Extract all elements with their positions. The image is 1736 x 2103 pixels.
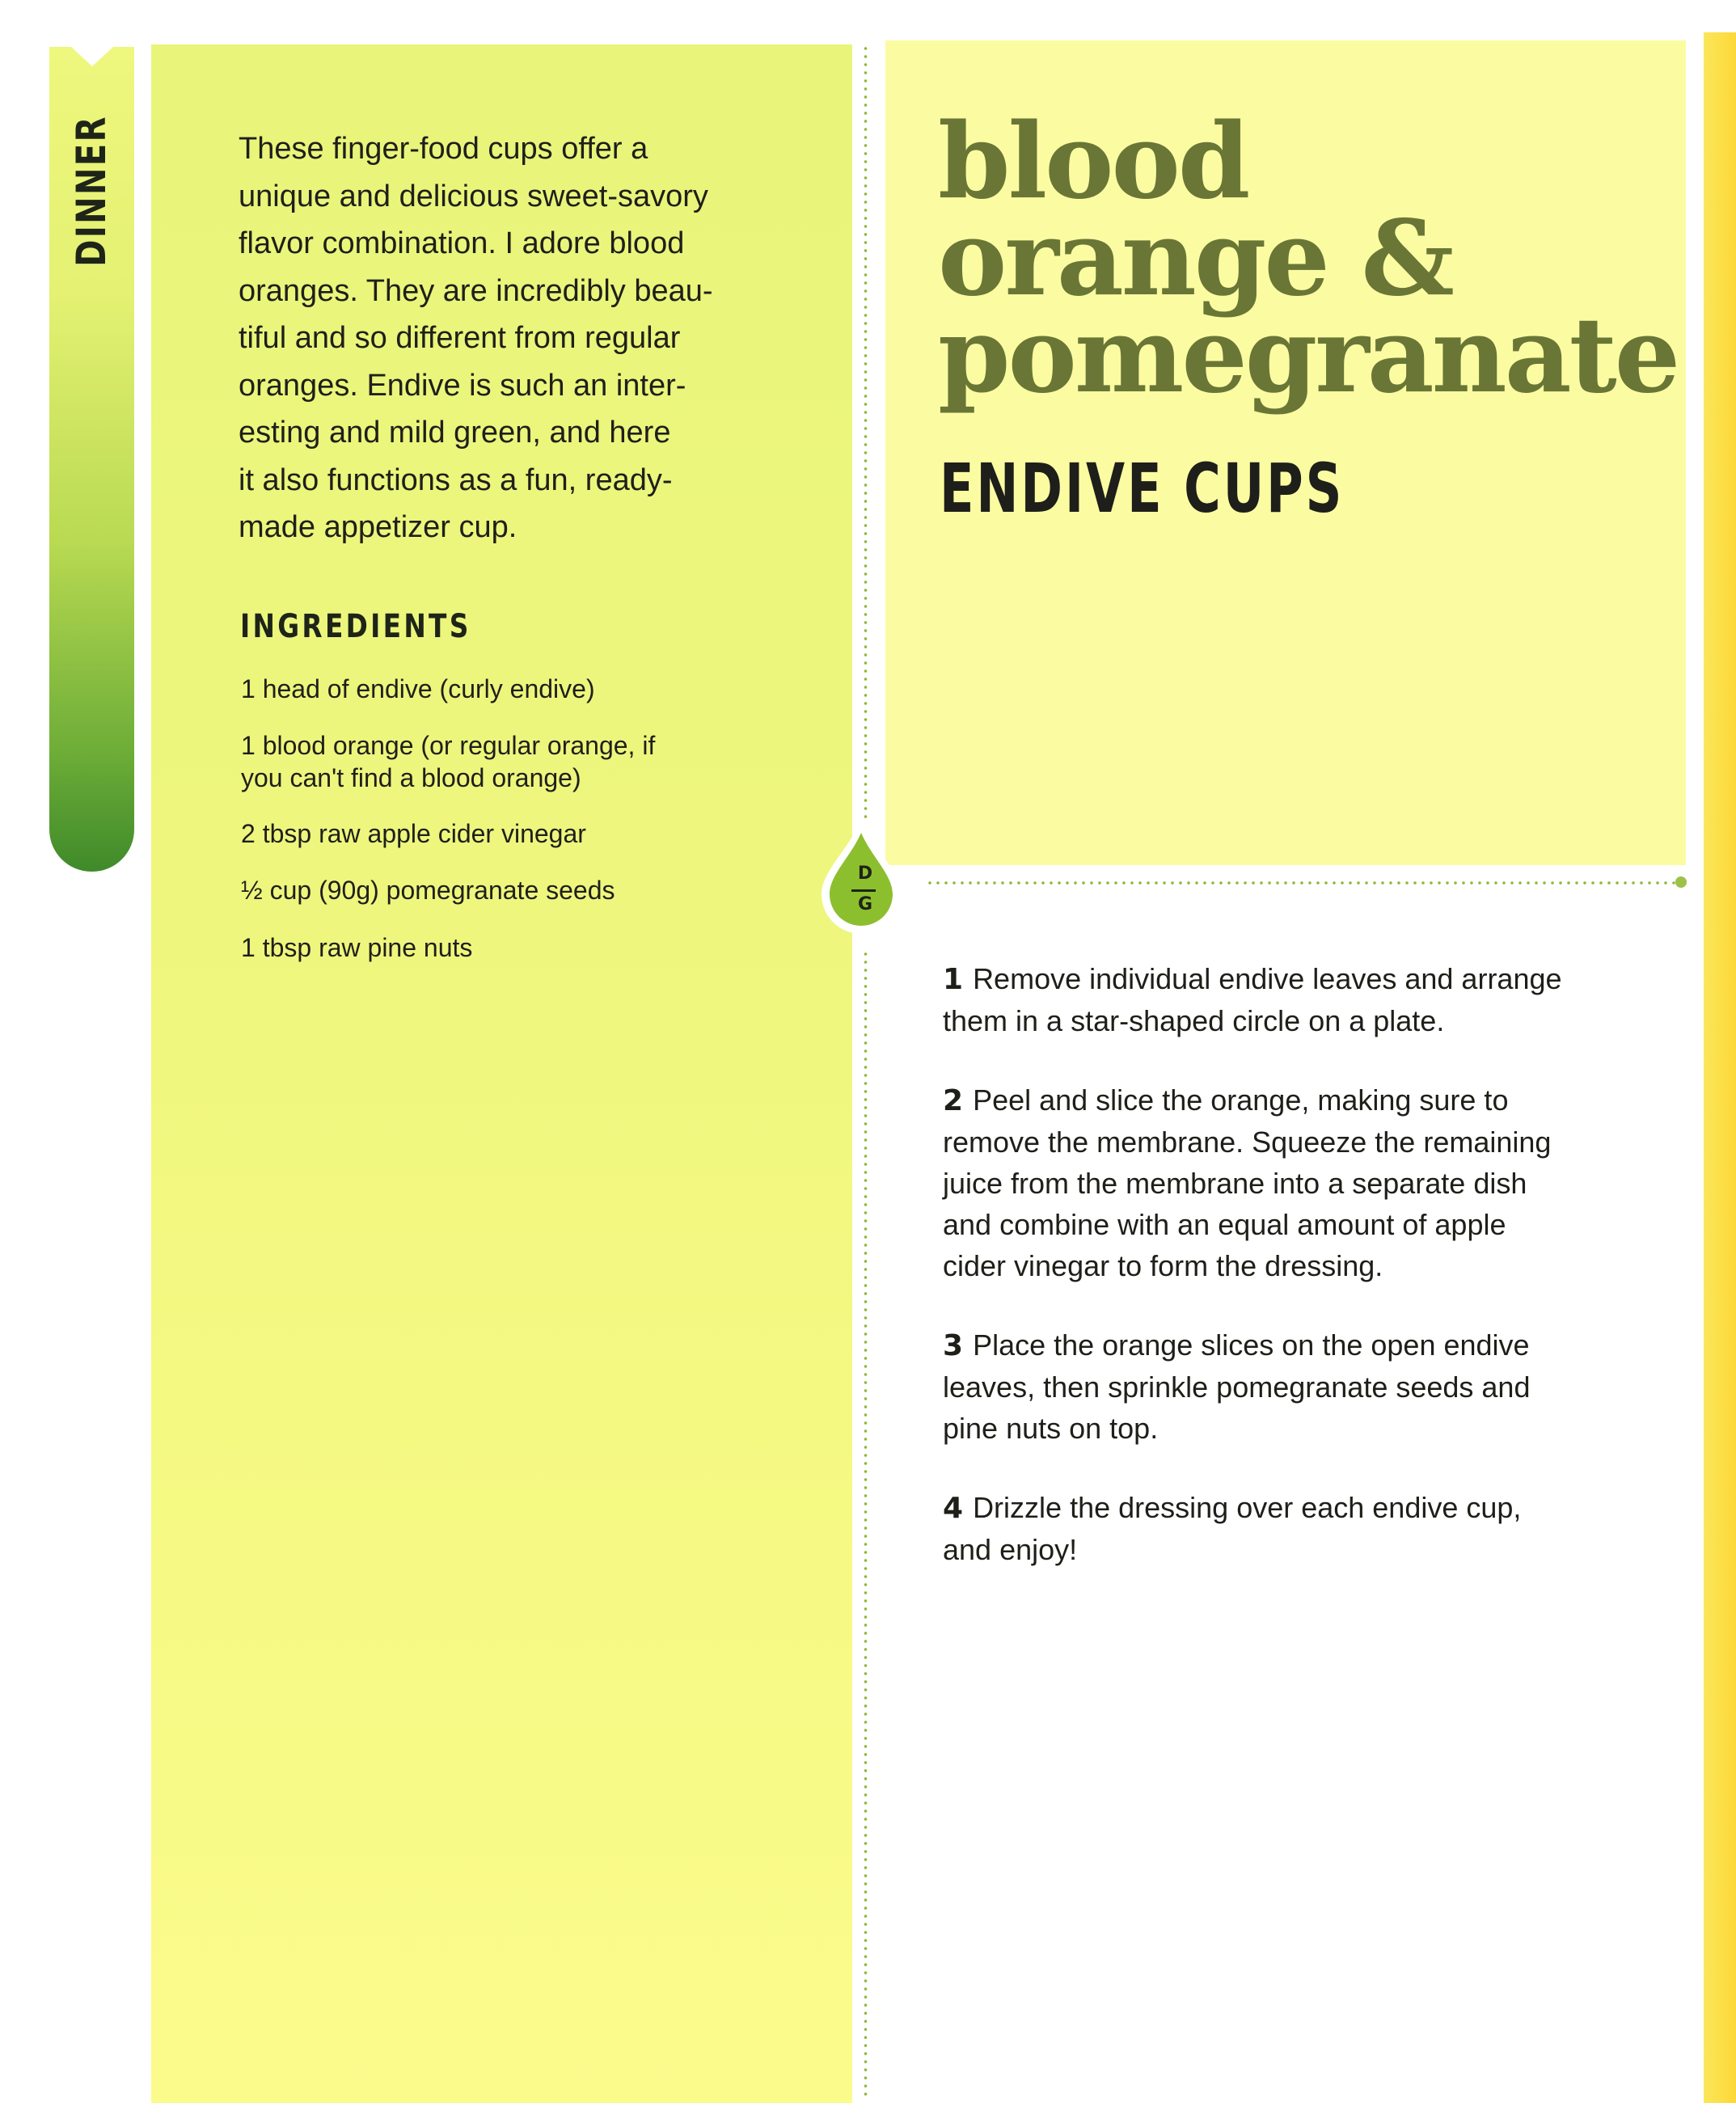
intro-line: esting and mild green, and here	[239, 416, 671, 450]
section-tab-label: DINNER	[68, 115, 115, 267]
recipe-subtitle: ENDIVE CUPS	[940, 449, 1345, 528]
instructions	[943, 958, 1562, 1608]
step-line: juice from the membrane into a separate dish	[943, 1167, 1527, 1200]
ingredient-item	[241, 673, 595, 705]
step-line: Place the orange slices on the open endive	[973, 1328, 1530, 1362]
vertical-dotted-divider	[864, 950, 868, 2098]
ingredients-heading: INGREDIENTS	[240, 608, 471, 645]
step-line: remove the membrane. Squeeze the remaining	[943, 1125, 1552, 1159]
step-line: and combine with an equal amount of apple	[943, 1208, 1506, 1241]
title-line: orange &	[938, 198, 1452, 319]
horizontal-dotted-divider	[926, 880, 1678, 885]
vertical-dotted-divider	[864, 44, 868, 821]
ingredient-item	[241, 874, 615, 906]
intro-line: it also functions as a fun, ready-	[239, 462, 673, 497]
step	[943, 1487, 1562, 1570]
step	[943, 1324, 1562, 1449]
ingredient-item	[241, 729, 655, 794]
step-line: them in a star-shaped circle on a plate.	[943, 1004, 1445, 1037]
intro-line: oranges. They are incredibly beau-	[239, 273, 713, 308]
intro-line: tiful and so different from regular	[239, 321, 681, 355]
step-line: Peel and slice the orange, making sure to	[973, 1083, 1509, 1117]
ingredient-item	[241, 931, 472, 964]
divider-end-dot	[1675, 876, 1687, 888]
title-line: blood	[938, 101, 1248, 222]
intro-line: flavor combination. I adore blood	[239, 226, 685, 260]
tab-notch	[71, 47, 113, 66]
ingredient-line: you can't find a blood orange)	[241, 763, 581, 792]
ingredient-item	[241, 817, 586, 850]
step-line: pine nuts on top.	[943, 1412, 1159, 1445]
step-line: cider vinegar to form the dressing.	[943, 1249, 1383, 1282]
badge-divider	[851, 889, 876, 892]
recipe-title	[938, 101, 1679, 416]
title-line: pomegranate	[938, 295, 1679, 416]
step-number: 3	[943, 1329, 964, 1362]
step-line: leaves, then sprinkle pomegranate seeds and	[943, 1370, 1531, 1404]
intro-line: made appetizer cup.	[239, 510, 517, 544]
step-number: 4	[943, 1492, 964, 1525]
step	[943, 958, 1562, 1041]
step-number: 1	[943, 963, 964, 996]
intro-line: unique and delicious sweet-savory	[239, 179, 708, 213]
ingredient-line: 1 blood orange (or regular orange, if	[241, 731, 656, 760]
step-line: Remove individual endive leaves and arrange	[973, 962, 1562, 995]
badge-bottom-letter: G	[857, 894, 873, 914]
intro-line: oranges. Endive is such an inter-	[239, 368, 686, 403]
ingredient-line: 1 head of endive (curly endive)	[241, 674, 595, 703]
badge-top-letter: D	[857, 864, 873, 884]
intro-text	[239, 125, 713, 551]
step	[943, 1079, 1562, 1286]
step-line: and enjoy!	[943, 1533, 1078, 1566]
intro-line: These finger-food cups offer a	[239, 132, 648, 166]
ingredient-line: 2 tbsp raw apple cider vinegar	[241, 819, 586, 848]
ingredient-line: ½ cup (90g) pomegranate seeds	[241, 876, 615, 905]
page-edge-stripe	[1704, 32, 1736, 2103]
step-number: 2	[943, 1084, 964, 1117]
ingredient-line: 1 tbsp raw pine nuts	[241, 933, 473, 962]
step-line: Drizzle the dressing over each endive cup,	[973, 1491, 1522, 1524]
